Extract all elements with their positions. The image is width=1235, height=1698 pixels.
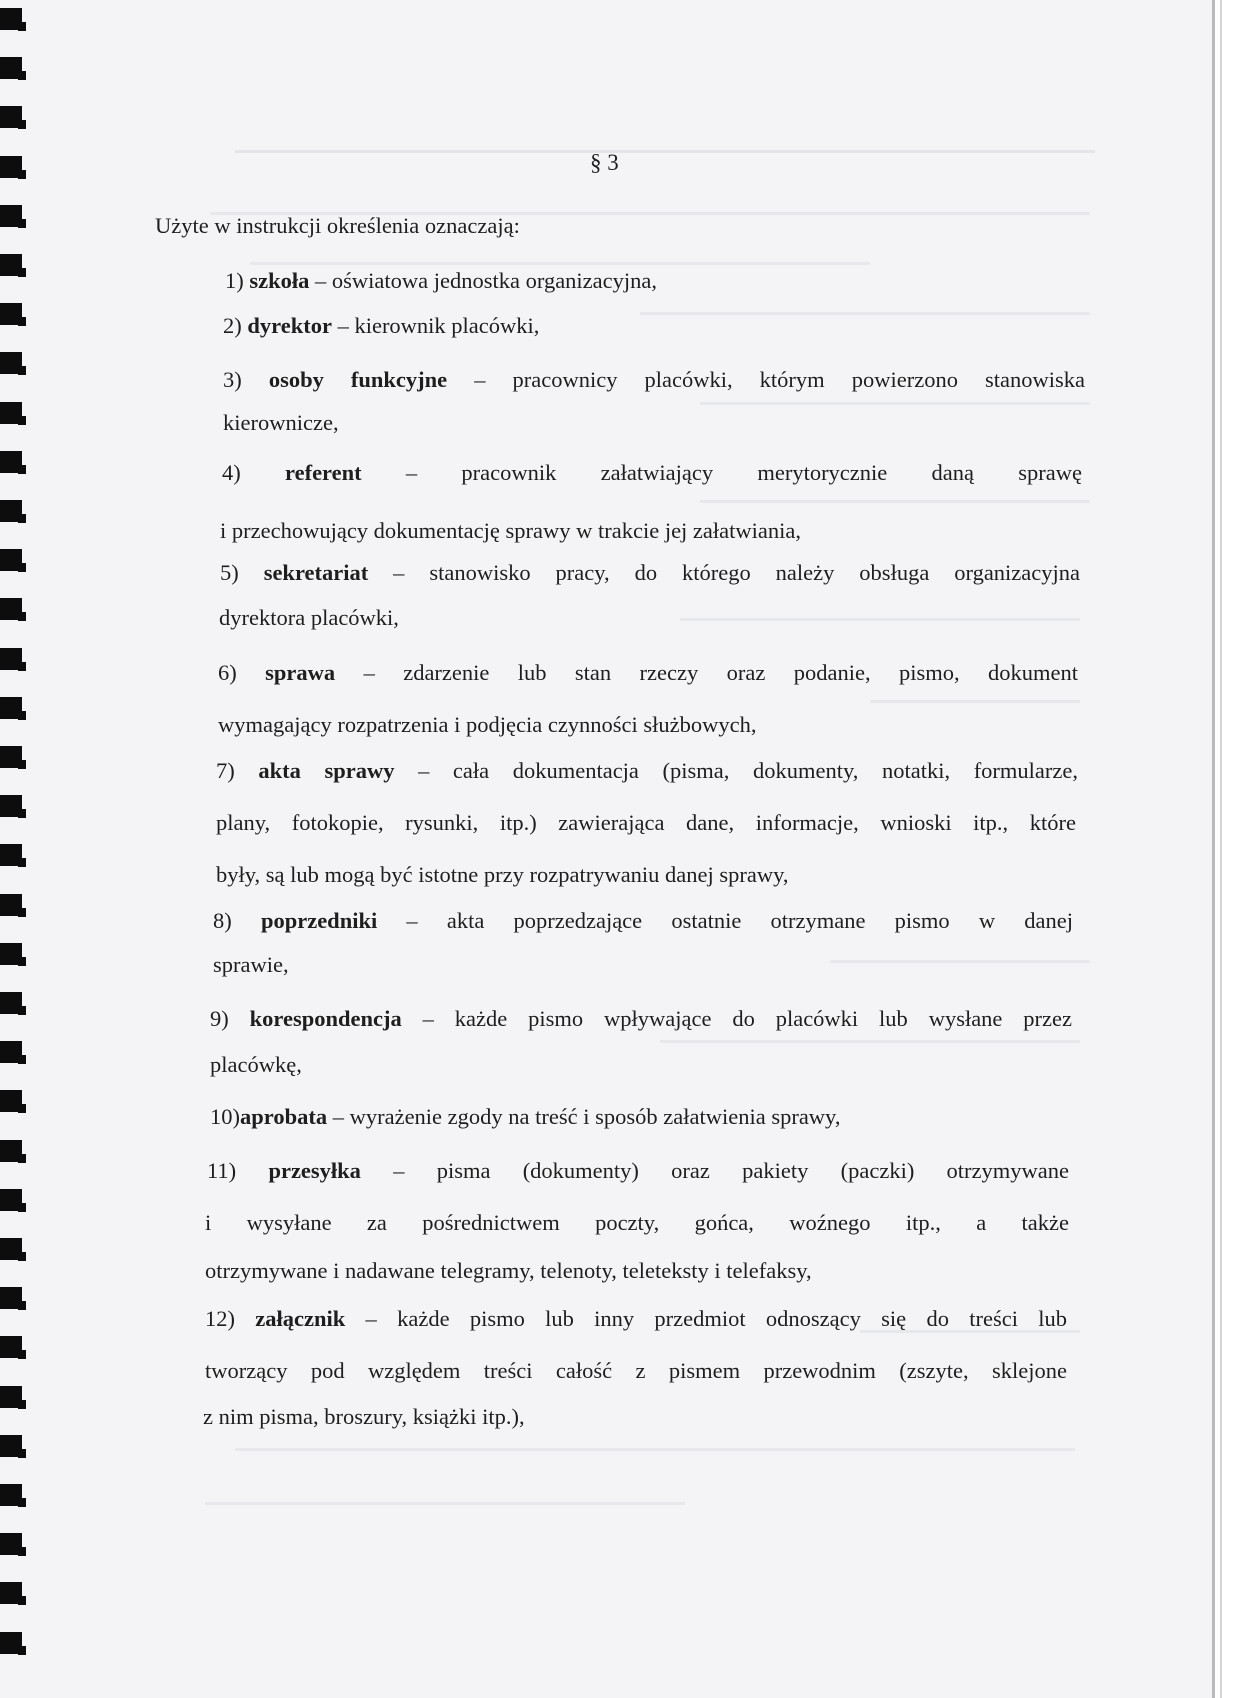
defined-term: sprawa [265, 660, 336, 685]
definition-item [223, 367, 1085, 393]
definition-continuation: tworzący pod względem treści całość z pismem przewodnim (zszyte, sklejone [205, 1358, 1067, 1383]
item-number: 12) [205, 1306, 235, 1331]
definition-item [216, 758, 1078, 784]
item-number: 10) [210, 1104, 240, 1129]
definition-continuation: i przechowujący dokumentację sprawy w trakcie jej załatwiania, [220, 518, 801, 543]
definition-continuation: i wysyłane za pośrednictwem poczty, gońca, woźnego itp., a także [205, 1210, 1069, 1235]
bleed-through-line [700, 402, 1090, 405]
definition-continuation: placówkę, [210, 1052, 302, 1077]
defined-term: załącznik [255, 1306, 346, 1331]
definition-text: – wyrażenie zgody na treść i sposób załatwienia sprawy, [327, 1104, 841, 1129]
definition-continuation: z nim pisma, broszury, książki itp.), [203, 1404, 525, 1429]
bleed-through-line [660, 1040, 1080, 1043]
definition-text: – pracownik załatwiający merytorycznie daną sprawę [405, 460, 1082, 485]
definition-item [207, 1158, 1069, 1184]
item-number: 8) [213, 908, 232, 933]
item-number: 5) [220, 560, 239, 585]
definition-text: – pisma (dokumenty) oraz pakiety (paczki) otrzymywane [360, 1158, 1070, 1183]
definition-item [223, 313, 723, 339]
bleed-through-line [870, 700, 1080, 703]
item-number: 11) [207, 1158, 237, 1183]
definition-item [225, 268, 885, 294]
definition-text: – każde pismo wpływające do placówki lub wysłane przez [401, 1006, 1073, 1031]
definition-text: – stanowisko pracy, do którego należy obsługa organizacyjna [368, 560, 1081, 585]
page-edge-back [1220, 0, 1222, 1698]
definition-continuation: były, są lub mogą być istotne przy rozpatrywaniu danej sprawy, [216, 862, 789, 887]
definition-text: – zdarzenie lub stan rzeczy oraz podanie, pismo, dokument [335, 660, 1079, 685]
bleed-through-line [700, 500, 1090, 503]
item-number: 3) [223, 367, 242, 392]
definition-continuation: wymagający rozpatrzenia i podjęcia czynności służbowych, [218, 712, 757, 737]
definition-text: – akta poprzedzające ostatnie otrzymane pismo w danej [377, 908, 1073, 933]
defined-term: referent [285, 460, 362, 485]
defined-term: szkoła [249, 268, 310, 293]
bleed-through-line [680, 618, 1080, 621]
definition-item [213, 908, 1073, 934]
definition-continuation: sprawie, [213, 952, 289, 977]
definition-text: – pracownicy placówki, którym powierzono stanowiska [447, 367, 1085, 392]
bleed-through-line [235, 1448, 1075, 1451]
defined-term: przesyłka [268, 1158, 361, 1183]
item-number: 4) [222, 460, 241, 485]
bleed-through-line [235, 150, 1095, 165]
bleed-through-line [830, 960, 1090, 963]
defined-term: aprobata [240, 1104, 328, 1129]
item-number: 9) [210, 1006, 229, 1031]
item-number: 7) [216, 758, 235, 783]
item-number: 2) [223, 313, 242, 338]
definition-item [218, 660, 1078, 686]
definition-continuation: plany, fotokopie, rysunki, itp.) zawierająca dane, informacje, wnioski itp., które [216, 810, 1076, 835]
page-edge [1212, 0, 1215, 1698]
definition-item [220, 560, 1080, 586]
definition-text: – każde pismo lub inny przedmiot odnoszący się do treści lub [345, 1306, 1067, 1331]
section-heading: § 3 [590, 150, 619, 175]
defined-term: dyrektor [247, 313, 332, 338]
bleed-through-line [250, 262, 870, 265]
defined-term: osoby funkcyjne [268, 367, 448, 392]
definition-continuation: otrzymywane i nadawane telegramy, telenoty, teleteksty i telefaksy, [205, 1258, 812, 1283]
intro-text: Użyte w instrukcji określenia oznaczają: [155, 213, 520, 238]
definition-continuation: kierownicze, [223, 410, 339, 435]
definition-text: – kierownik placówki, [331, 313, 540, 338]
definition-item [222, 460, 1082, 486]
definition-text: – oświatowa jednostka organizacyjna, [309, 268, 657, 293]
definition-continuation: dyrektora placówki, [219, 605, 399, 630]
definition-item [210, 1006, 1072, 1032]
defined-term: sekretariat [263, 560, 369, 585]
defined-term: poprzedniki [260, 908, 378, 933]
definition-item [205, 1306, 1067, 1332]
item-number: 1) [225, 268, 244, 293]
definition-text: – cała dokumentacja (pisma, dokumenty, notatki, formularze, [394, 758, 1079, 783]
definition-item [210, 1104, 970, 1130]
bleed-through-line [205, 1502, 685, 1505]
item-number: 6) [218, 660, 237, 685]
defined-term: korespondencja [249, 1006, 402, 1031]
defined-term: akta sprawy [258, 758, 395, 783]
